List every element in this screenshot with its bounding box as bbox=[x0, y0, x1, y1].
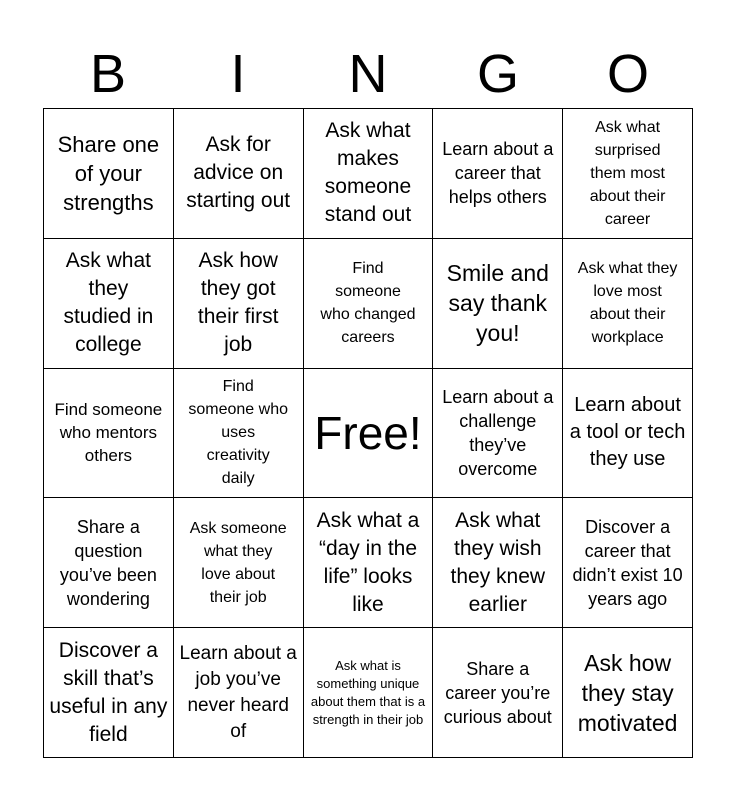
header-letter-g: G bbox=[476, 44, 519, 104]
cell-text: Find someone who changed careers bbox=[320, 260, 416, 347]
cell-text: Ask what makes someone stand out bbox=[324, 119, 412, 227]
cell-text: Find someone who mentors others bbox=[54, 400, 163, 466]
bingo-cell-15[interactable] bbox=[563, 369, 693, 499]
cell-text: Ask what a “day in the life” looks like bbox=[316, 508, 420, 616]
cell-text: Share a career you’re curious about bbox=[443, 658, 552, 727]
cell-text: Ask what they wish they knew earlier bbox=[450, 508, 546, 616]
cell-text: Learn about a challenge they’ve overcome bbox=[442, 386, 554, 479]
cell-text: Ask for advice on starting out bbox=[186, 133, 291, 213]
header-letter-n: N bbox=[348, 44, 388, 104]
bingo-cell-23[interactable] bbox=[304, 628, 434, 758]
cell-text: Smile and say thank you! bbox=[446, 260, 549, 347]
cell-text: Discover a skill that’s useful in any field bbox=[49, 638, 168, 746]
bingo-cell-16[interactable] bbox=[44, 498, 174, 628]
bingo-cell-19[interactable] bbox=[433, 498, 563, 628]
bingo-cell-22[interactable] bbox=[174, 628, 304, 758]
bingo-cell-13[interactable] bbox=[304, 369, 434, 499]
bingo-cell-24[interactable] bbox=[433, 628, 563, 758]
cell-text: Ask what they studied in college bbox=[63, 249, 154, 357]
bingo-cell-11[interactable] bbox=[44, 369, 174, 499]
cell-text: Share a question you’ve been wondering bbox=[59, 516, 157, 609]
bingo-cell-9[interactable] bbox=[433, 239, 563, 369]
cell-text: Find someone who uses creativity daily bbox=[188, 378, 288, 488]
free-space: Free! bbox=[314, 406, 422, 459]
bingo-cell-3[interactable] bbox=[304, 109, 434, 239]
cell-text: Ask someone what they love about their job bbox=[189, 519, 287, 606]
bingo-cell-2[interactable] bbox=[174, 109, 304, 239]
bingo-header bbox=[43, 40, 693, 108]
cell-text: Ask what surprised them most about their career bbox=[589, 118, 666, 228]
bingo-board bbox=[43, 108, 693, 758]
bingo-cell-25[interactable] bbox=[563, 628, 693, 758]
cell-text: Ask how they stay motivated bbox=[577, 649, 678, 736]
cell-text: Discover a career that didn’t exist 10 years ago bbox=[572, 516, 683, 609]
bingo-cell-20[interactable] bbox=[563, 498, 693, 628]
bingo-cell-10[interactable] bbox=[563, 239, 693, 369]
bingo-cell-5[interactable] bbox=[563, 109, 693, 239]
cell-text: Learn about a tool or tech they use bbox=[569, 394, 686, 471]
bingo-cell-1[interactable] bbox=[44, 109, 174, 239]
bingo-cell-6[interactable] bbox=[44, 239, 174, 369]
header-letter-b: B bbox=[89, 44, 127, 104]
bingo-cell-17[interactable] bbox=[174, 498, 304, 628]
cell-text: Learn about a career that helps others bbox=[442, 139, 554, 208]
bingo-cell-4[interactable] bbox=[433, 109, 563, 239]
cell-text: Ask how they got their first job bbox=[197, 249, 279, 357]
bingo-cell-21[interactable] bbox=[44, 628, 174, 758]
bingo-cell-8[interactable] bbox=[304, 239, 434, 369]
header-letter-o: O bbox=[606, 44, 649, 104]
cell-text: Ask what is something unique about them that is a strength in their job bbox=[310, 657, 426, 727]
bingo-cell-7[interactable] bbox=[174, 239, 304, 369]
cell-text: Ask what they love most about their workplace bbox=[577, 260, 678, 347]
header-letter-i: I bbox=[230, 44, 246, 104]
bingo-cell-18[interactable] bbox=[304, 498, 434, 628]
bingo-cell-12[interactable] bbox=[174, 369, 304, 499]
bingo-cell-14[interactable] bbox=[433, 369, 563, 499]
cell-text: Share one of your strengths bbox=[57, 131, 160, 215]
cell-text: Learn about a job you’ve never heard of bbox=[179, 642, 297, 742]
